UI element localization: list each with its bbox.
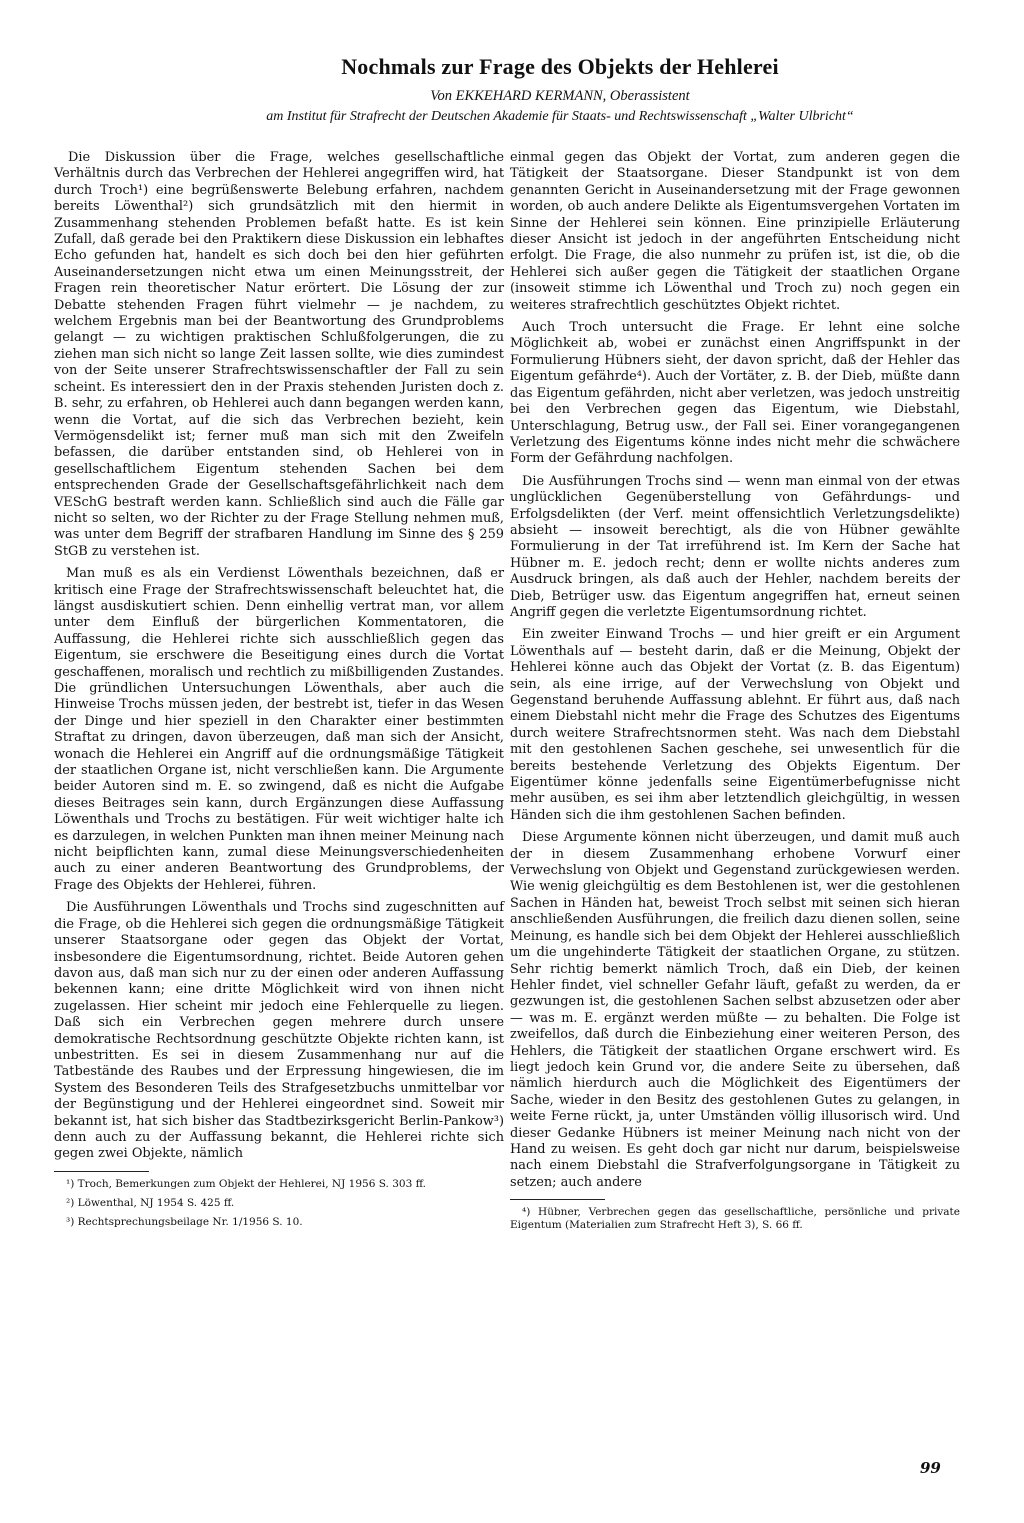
footnote: ¹) Troch, Bemerkungen zum Objekt der Hehlerei, NJ 1956 S. 303 ff. [66, 1177, 427, 1190]
paragraph: Auch Troch untersucht die Frage. Er lehnt eine solche Möglichkeit ab, wobei er zunächst einen Angriffspunkt in der Formulierung Hübners sieht, der davon spricht, daß der Hehler das Eigentum gefährde⁴). Auch der Vortäter, z. B. der Dieb, müßte dann das Eigentum gefährden, nicht aber verletzen, was jedoch unstreitig bei den Verbrechen gegen das Eigentum, wie Diebstahl, Unterschlagung, Betrug usw., der Fall sei. Einer vorangegangenen Verletzung des Eigentums könne indes nicht mehr die schwächere Form der Gefährdung nachfolgen. [510, 320, 960, 467]
paragraph: Man muß es als ein Verdienst Löwenthals bezeichnen, daß er kritisch eine Frage der Strafrechtswissenschaft beleuchtet hat, die längst ausdiskutiert schien. Denn einhellig vertrat man, vor allem unter dem Einfluß der bürgerlichen Kommentatoren, die Auffassung, die Hehlerei richte sich ausschließlich gegen das Eigentum, sie erschwere die Beseitigung eines durch die Vortat geschaffenen, moralisch und rechtlich zu mißbilligenden Zustandes. Die gründlichen Untersuchungen Löwenthals, aber auch die Hinweise Trochs müssen jeden, der bestrebt ist, tiefer in das Wesen der Dinge und hier speziell in den Charakter einer bestimmten Straftat zu dringen, davon überzeugen, daß man sich der Ansicht, wonach die Hehlerei ein Angriff auf die ordnungsmäßige Tätigkeit der staatlichen Organe ist, nicht verschließen kann. Die Argumente beider Autoren sind m. E. so zwingend, daß es nicht die Aufgabe dieses Beitrages sein kann, durch Ergänzungen diese Auffassung Löwenthals und Trochs zu bestätigen. Für weit wichtiger halte ich es darzulegen, in welchen Punkten man ihnen meiner Meinung nach nicht beipflichten kann, zumal diese Meinungsverschiedenheiten auch zu einer anderen Beantwortung des Grundproblems, der Frage des Objekts der Hehlerei, führen. [54, 566, 504, 893]
footnote-divider [510, 1199, 605, 1200]
paragraph: Ein zweiter Einwand Trochs — und hier greift er ein Argument Löwenthals auf — besteht darin, daß er die Meinung, Objekt der Hehlerei könne auch das Objekt der Vortat (z. B. das Eigentum) sein, als eine irrige, auf der Verwechslung von Objekt und Gegenstand beruhende Auffassung ablehnt. Er führt aus, daß nach einem Diebstahl nicht mehr die Frage des Schutzes des Eigentums durch weitere Strafrechtsnormen steht. Was nach dem Diebstahl mit den gestohlenen Sachen geschehe, sei unwesentlich für die bereits bestehende Verletzung des Objekts Eigentum. Der Eigentümer könne jedenfalls seine Eigentümerbefugnisse nicht mehr ausüben, es sei ihm aber letztendlich gleichgültig, in wessen Händen sich die ihm gestohlenen Sachen befinden. [510, 627, 960, 823]
article-title: Nochmals zur Frage des Objekts der Hehlerei [341, 54, 779, 79]
paragraph: einmal gegen das Objekt der Vortat, zum anderen gegen die Tätigkeit der Staatsorgane. Dieser Standpunkt ist von dem genannten Gericht in Auseinandersetzung mit der Frage gewonnen worden, ob auch andere Delikte als Eigentumsvergehen Vortaten im Sinne der Hehlerei sein können. Eine prinzipielle Erläuterung dieser Ansicht ist jedoch in der angeführten Entscheidung nicht erfolgt. Die Frage, die also nunmehr zu prüfen ist, ist die, ob die Hehlerei sich außer gegen die Tätigkeit der staatlichen Organe (insoweit stimme ich Löwenthal und Troch zu) noch gegen ein weiteres strafrechtlich geschütztes Objekt richtet. [510, 150, 960, 313]
footnote: ²) Löwenthal, NJ 1954 S. 425 ff. [66, 1196, 235, 1209]
left-column [54, 150, 504, 1235]
footnote: ⁴) Hübner, Verbrechen gegen das gesellschaftliche, persönliche und private Eigentum (Materialien zum Strafrecht Heft 3), S. 66 ff. [510, 1206, 960, 1232]
paragraph: Die Ausführungen Löwenthals und Trochs sind zugeschnitten auf die Frage, ob die Hehlerei sich gegen die ordnungsmäßige Tätigkeit unserer Staatsorgane oder gegen das Objekt der Vortat, insbesondere die Eigentumsordnung, richtet. Beide Autoren gehen davon aus, daß man sich nur zu der einen oder anderen Auffassung bekennen kann; eine dritte Möglichkeit wird von ihnen nicht zugelassen. Hier scheint mir jedoch eine Fehlerquelle zu liegen. Daß sich ein Verbrechen gegen mehrere durch unsere demokratische Rechtsordnung geschützte Objekte richten kann, ist unbestritten. Es sei in diesem Zusammenhang nur auf die Tatbestände des Raubes und der Erpressung hingewiesen, die im System des Besonderen Teils des Strafgesetzbuchs unmittelbar vor der Begünstigung und der Hehlerei eingeordnet sind. Soweit mir bekannt ist, hat sich bisher das Stadtbezirksgericht Berlin-Pankow³) denn auch zu der Auffassung bekannt, die Hehlerei richte sich gegen zwei Objekte, nämlich [54, 900, 504, 1162]
right-column [510, 150, 960, 1238]
footnote: ³) Rechtsprechungsbeilage Nr. 1/1956 S. 10. [66, 1215, 303, 1228]
paragraph: Die Diskussion über die Frage, welches gesellschaftliche Verhältnis durch das Verbrechen der Hehlerei angegriffen wird, hat durch Troch¹) eine begrüßenswerte Belebung erfahren, nachdem bereits Löwenthal²) sich grundsätzlich mit den hiermit in Zusammenhang stehenden Problemen befaßt hatte. Es ist kein Zufall, daß gerade bei den Praktikern diese Diskussion ein lebhaftes Echo gefunden hat, handelt es sich doch bei den hier geführten Auseinandersetzungen nicht etwa um einen Meinungsstreit, der Fragen rein theoretischer Natur erörtert. Die Lösung der zur Debatte stehenden Fragen führt vielmehr — je nachdem, zu welchem Ergebnis man bei der Beantwortung des Grundproblems gelangt — zu wichtigen praktischen Schlußfolgerungen, die zu ziehen man sich nicht so lange Zeit lassen sollte, wie dies zumindest von der Seite unserer Strafrechtswissenschaftler der Fall zu sein scheint. Es interessiert den in der Praxis stehenden Juristen doch z. B. sehr, zu erfahren, ob Hehlerei auch dann begangen werden kann, wenn die Vortat, auf die sich das Verbrechen bezieht, kein Vermögensdelikt ist; ferner muß man sich mit den Zweifeln befassen, die darüber entstanden sind, ob Hehlerei von in gesellschaftlichem Eigentum stehenden Sachen bei dem entsprechenden Grade der Gesellschaftsgefährlichkeit nach dem VESchG bestraft werden kann. Schließlich sind auch die Fälle gar nicht so selten, wo der Richter zu der Frage Stellung nehmen muß, was unter dem Begriff der strafbaren Handlung im Sinne des § 259 StGB zu verstehen ist. [54, 150, 504, 559]
paragraph: Die Ausführungen Trochs sind — wenn man einmal von der etwas unglücklichen Gegenüberstellung von Gefährdungs- und Erfolgsdelikten (der Verf. meint offensichtlich Verletzungsdelikte) absieht — insoweit berechtigt, als die von Hübner gewählte Formulierung in der Tat irreführend ist. Im Kern der Sache hat Hübner m. E. jedoch recht; denn er wollte nichts anderes zum Ausdruck bringen, als daß auch der Hehler, nachdem bereits der Dieb, Betrüger usw. das Eigentum angegriffen hat, erneut seinen Angriff gegen die verletzte Eigentumsordnung richtet. [510, 473, 960, 620]
author-byline: Von EKKEHARD KERMANN, Oberassistent [430, 88, 690, 104]
author-affiliation: am Institut für Strafrecht der Deutschen Akademie für Staats- und Rechtswissenschaft „Walter Ulbricht“ [266, 109, 854, 124]
footnote-divider [54, 1171, 149, 1172]
paragraph: Diese Argumente können nicht überzeugen, und damit muß auch der in diesem Zusammenhang erhobene Vorwurf einer Verwechslung von Objekt und Gegenstand zurückgewiesen werden. Wie wenig gleichgültig es dem Bestohlenen ist, wer die gestohlenen Sachen in Händen hat, beweist Troch selbst mit seinen sich hieran anschließenden Ausführungen, die freilich dazu dienen sollen, seine Meinung, es handle sich bei dem Objekt der Hehlerei ausschließlich um die ungehinderte Tätigkeit der staatlichen Organe, zu stützen. Sehr richtig bemerkt nämlich Troch, daß ein Dieb, der keinen Hehler findet, viel schneller Gefahr läuft, gefaßt zu werden, da er gezwungen ist, die gestohlenen Sachen selbst abzusetzen oder aber — was m. E. ergänzt werden müßte — zu behalten. Die Folge ist zweifellos, daß durch die Einbeziehung einer weiteren Person, des Hehlers, die Tätigkeit der staatlichen Organe erschwert wird. Es liegt jedoch kein Grund vor, die andere Seite zu übersehen, daß nämlich hierdurch auch die Möglichkeit des Eigentümers der Sache, wieder in den Besitz des gestohlenen Gutes zu gelangen, in weite Ferne rückt, ja, unter Umständen völlig illusorisch wird. Und dieser Gedanke Hübners ist meiner Meinung nach nicht von der Hand zu weisen. Es geht doch gar nicht nur darum, beispielsweise nach einem Diebstahl die Strafverfolgungsorgane in Tätigkeit zu setzen; auch andere [510, 830, 960, 1190]
page-number: 99 [920, 1459, 941, 1477]
